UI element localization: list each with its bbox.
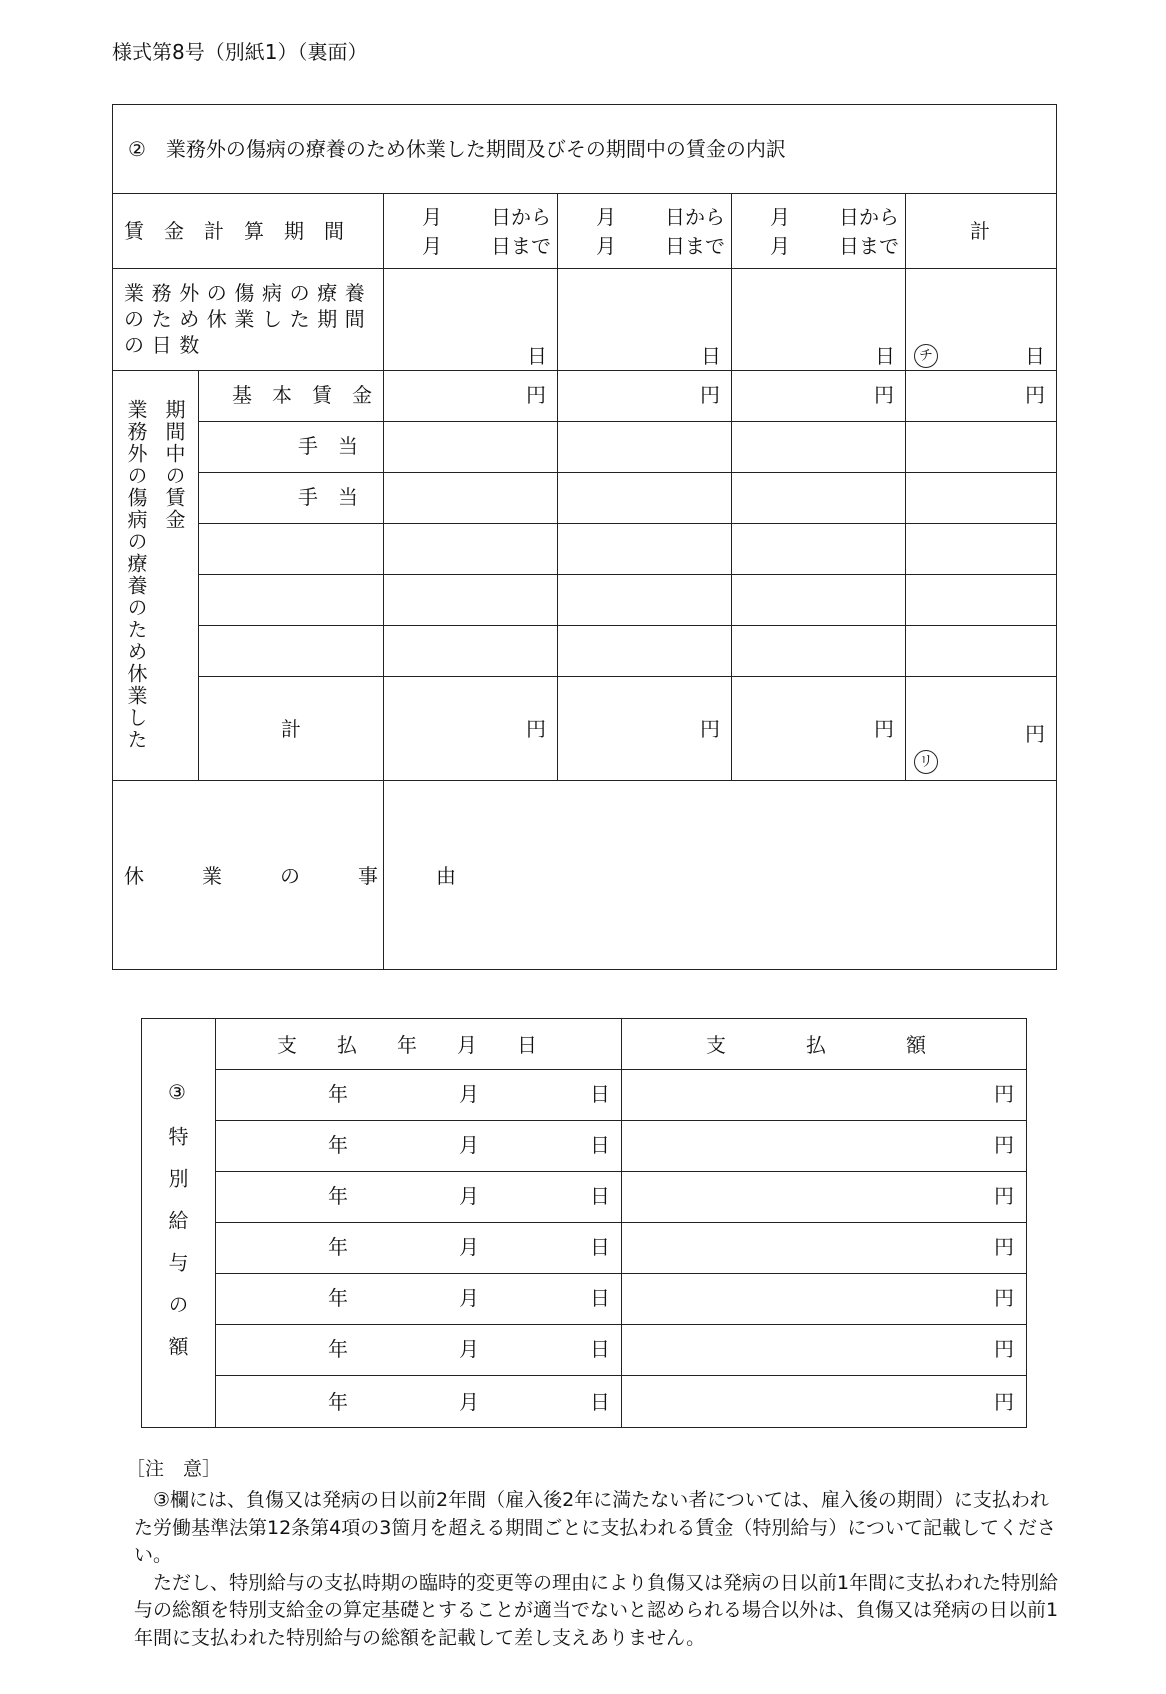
basic-wage-label: 基 本 賃 金	[232, 383, 372, 407]
pay-year-unit: 年	[328, 1286, 348, 1310]
basic-wage-yen-total: 円	[1025, 383, 1045, 407]
pay-month-unit: 月	[459, 1235, 479, 1259]
reason-label: 休 業 の 事 由	[124, 864, 462, 888]
pay-day-unit: 日	[590, 1390, 610, 1414]
period-from-month: 月	[770, 205, 790, 229]
notes-body	[134, 1487, 1059, 1652]
pay-year-unit: 年	[328, 1390, 348, 1414]
pay-month-unit: 月	[459, 1133, 479, 1157]
wage-total-mark: リ	[914, 749, 938, 774]
special-pay-side-label: ③特別給与の額	[165, 1080, 189, 1378]
pay-day-unit: 日	[590, 1337, 610, 1361]
period-from-day: 日から	[491, 205, 551, 229]
wage-total-label: 計	[281, 717, 301, 741]
pay-month-unit: 月	[459, 1337, 479, 1361]
pay-month-unit: 月	[459, 1286, 479, 1310]
pay-month-unit: 月	[459, 1184, 479, 1208]
wage-total-yen-1: 円	[526, 717, 546, 741]
period-to-day: 日まで	[665, 234, 725, 258]
wage-side-label-inner: 期間中の賃金	[162, 399, 186, 531]
basic-wage-yen-2: 円	[700, 383, 720, 407]
wage-total-yen-3: 円	[874, 717, 894, 741]
days-row-label: 業務外の傷病の療養のため休業した期間の日数	[124, 281, 373, 357]
basic-wage-yen-1: 円	[526, 383, 546, 407]
pay-year-unit: 年	[328, 1184, 348, 1208]
days-unit-1: 日	[527, 344, 547, 368]
allowance-1-label: 手 当	[298, 434, 358, 458]
notes-para-1: ③欄には、負傷又は発病の日以前2年間（雇入後2年に満たない者については、雇入後の期間）に支払われた労働基準法第12条第4項の3箇月を超える期間ごとに支払われる賃金（特別給与）について記載してください。	[134, 1489, 1056, 1566]
wage-total-yen-total: 円	[1025, 722, 1045, 746]
section2-title: ② 業務外の傷病の療養のため休業した期間及びその期間中の賃金の内訳	[128, 137, 786, 161]
pay-day-unit: 日	[590, 1235, 610, 1259]
period-row-label: 賃 金 計 算 期 間	[124, 219, 344, 243]
pay-yen-unit: 円	[994, 1184, 1014, 1208]
basic-wage-yen-3: 円	[874, 383, 894, 407]
section3-table	[141, 1018, 1027, 1428]
period-to-day: 日まで	[839, 234, 899, 258]
allowance-2-label: 手 当	[298, 485, 358, 509]
pay-yen-unit: 円	[994, 1082, 1014, 1106]
col-payment-amount: 支 払 額	[706, 1033, 926, 1057]
pay-month-unit: 月	[459, 1390, 479, 1414]
pay-year-unit: 年	[328, 1337, 348, 1361]
days-unit-3: 日	[875, 344, 895, 368]
period-to-month: 月	[770, 234, 790, 258]
pay-year-unit: 年	[328, 1235, 348, 1259]
period-total-label: 計	[970, 219, 990, 243]
wage-total-yen-2: 円	[700, 717, 720, 741]
col-payment-date: 支 払 年 月 日	[277, 1033, 537, 1057]
pay-yen-unit: 円	[994, 1337, 1014, 1361]
pay-yen-unit: 円	[994, 1286, 1014, 1310]
period-from-month: 月	[422, 205, 442, 229]
pay-year-unit: 年	[328, 1133, 348, 1157]
period-to-month: 月	[596, 234, 616, 258]
period-to-month: 月	[422, 234, 442, 258]
form-id: 様式第8号（別紙1）（裏面）	[112, 40, 368, 64]
notes-para-2: ただし、特別給与の支払時期の臨時的変更等の理由により負傷又は発病の日以前1年間に支払われた特別給与の総額を特別支給金の算定基礎とすることが適当でないと認められる場合以外は、負傷又は発病の日以前1年間に支払われた特別給与の総額を記載して差し支えありません。	[134, 1571, 1059, 1649]
pay-day-unit: 日	[590, 1133, 610, 1157]
days-unit-2: 日	[701, 344, 721, 368]
pay-year-unit: 年	[328, 1082, 348, 1106]
pay-day-unit: 日	[590, 1184, 610, 1208]
pay-month-unit: 月	[459, 1082, 479, 1106]
notes-heading: ［注 意］	[126, 1458, 222, 1480]
pay-day-unit: 日	[590, 1082, 610, 1106]
period-from-day: 日から	[839, 205, 899, 229]
period-from-day: 日から	[665, 205, 725, 229]
days-total-unit: 日	[1025, 344, 1045, 368]
pay-yen-unit: 円	[994, 1133, 1014, 1157]
wage-side-label-outer: 業務外の傷病の療養のため休業した	[124, 399, 148, 751]
period-to-day: 日まで	[491, 234, 551, 258]
period-from-month: 月	[596, 205, 616, 229]
days-total-mark: チ	[914, 343, 938, 368]
pay-day-unit: 日	[590, 1286, 610, 1310]
pay-yen-unit: 円	[994, 1235, 1014, 1259]
pay-yen-unit: 円	[994, 1390, 1014, 1414]
